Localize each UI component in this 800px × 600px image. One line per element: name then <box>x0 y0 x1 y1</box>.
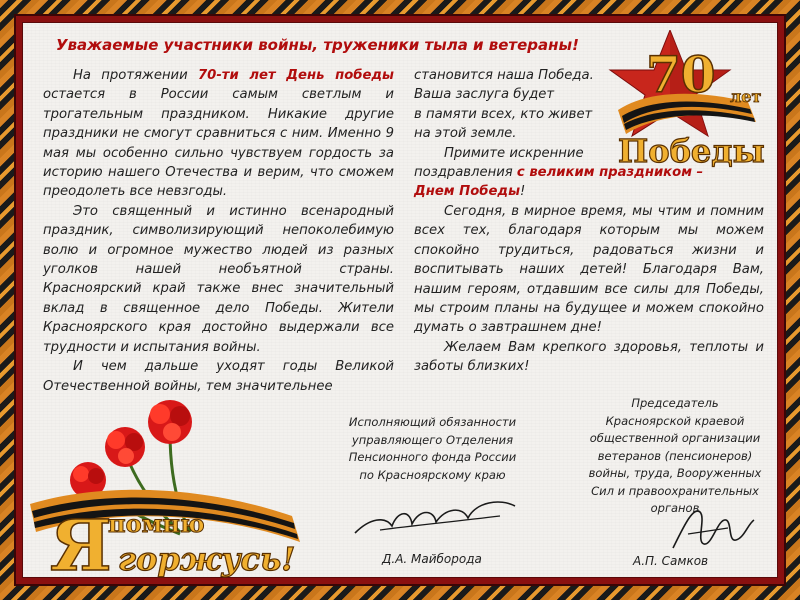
paragraph-today: Сегодня, в мирное время, мы чтим и помним всех тех, благодаря которым мы можем спокойно трудиться, радоваться жизни и воспитывать наших детей! Благодаря Вам, нашим героям, отдавшим все силы для Победы, мы строим планы на будущее и можем спокойно думать о завтрашнем дне! <box>414 204 764 336</box>
paragraph-3: И чем дальше уходят годы Великой Отечественной войны, тем значительнее <box>43 359 394 394</box>
badge-proud: горжусь! <box>118 540 296 578</box>
right-signature-icon <box>668 498 758 558</box>
badge-remember: помню <box>108 509 205 538</box>
carnation-icon <box>148 400 192 444</box>
right-signatory-title: Председатель Красноярской краевой общественной организации ветеранов (пенсионеров) войны, труда, Вооруженных Сил и правоохранительных органов <box>588 396 762 515</box>
left-text-column <box>43 66 394 396</box>
right-text-bottom <box>414 202 764 377</box>
70-years-victory-emblem <box>608 30 778 170</box>
greeting-line-c: Днем Победы! <box>414 184 526 200</box>
carnations-ribbon-illustration <box>30 392 330 582</box>
badge-letter: Я <box>50 504 112 582</box>
greeting-line-a: Примите искренние <box>444 145 584 161</box>
greeting-heading: Уважаемые участники войны, труженики тыла и ветераны! <box>56 36 579 54</box>
continuation-line-2: Ваша заслуга будет <box>414 87 555 103</box>
left-signatory-title: Исполняющий обязанности управляющего Отделения Пенсионного фонда России по Красноярскому краю <box>348 415 517 482</box>
left-signatory-name: Д.А. Майборода <box>382 552 482 566</box>
paragraph-2: Это священный и истинно всенародный праздник, символизирующий непоколебимую волю и огромное мужество людей из разных уголков нашей необъятной страны. Красноярский край также внес значительный вклад в священное дело Победы. Жители Красноярского края достойно выдержали все трудности и испытания войны. <box>43 203 394 355</box>
right-signatory-name: А.П. Самков <box>633 554 709 568</box>
paragraph-wishes: Желаем Вам крепкого здоровья, теплоты и заботы близких! <box>414 339 764 375</box>
continuation-line-1: становится наша Победа. <box>414 68 594 83</box>
highlight-70-years: 70-ти лет День победы <box>197 68 394 83</box>
paragraph-1: На протяжении 70-ти лет День победы остается в России самым светлым и трогательным праздником. Никакие другие праздники не смогут сравниться с ним. Именно 9 мая мы особенно сильно чувствуем гордость за историю нашего Отечества и верим, что сможем преодолеть все невзгоды. <box>43 68 394 200</box>
carnation-icon <box>105 427 145 467</box>
greeting-line-b: поздравления с великим праздником – <box>414 165 704 181</box>
emblem-big-word: Победы <box>618 132 765 170</box>
left-signature-icon <box>350 488 520 543</box>
continuation-line-4: на этой земле. <box>414 126 517 142</box>
emblem-small-word: лет <box>730 87 762 106</box>
emblem-number: 70 <box>646 45 716 104</box>
continuation-line-3: в памяти всех, кто живет <box>414 106 593 122</box>
